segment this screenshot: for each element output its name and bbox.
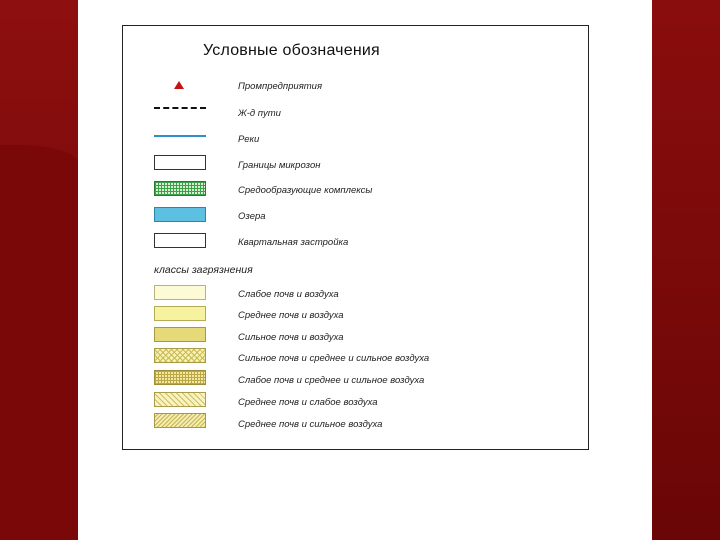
slide-right-border: [652, 0, 720, 540]
block-buildings-swatch: [154, 233, 206, 248]
pollution-class-label-7: Среднее почв и сильное воздуха: [238, 419, 383, 430]
pollution-class-swatch-6: [154, 392, 206, 407]
pollution-class-label-3: Сильное почв и воздуха: [238, 332, 344, 343]
legend-label-railway: Ж-д пути: [238, 108, 281, 119]
lake-swatch: [154, 207, 206, 222]
pollution-class-swatch-3: [154, 327, 206, 342]
slide-left-border-sweep: [0, 145, 78, 540]
pollution-class-label-6: Среднее почв и слабое воздуха: [238, 397, 378, 408]
pollution-class-swatch-7: [154, 413, 206, 428]
pollution-class-label-4: Сильное почв и среднее и сильное воздуха: [238, 353, 430, 364]
river-line-icon: [154, 135, 206, 137]
legend-label-microzones: Границы микрозон: [238, 160, 321, 171]
pollution-class-label-1: Слабое почв и воздуха: [238, 289, 339, 300]
industry-triangle-icon: [174, 81, 184, 89]
slide-left-border: [0, 0, 78, 540]
greenery-complex-swatch: [154, 181, 206, 196]
legend-label-greenery: Средообразующие комплексы: [238, 185, 373, 196]
pollution-class-label-5: Слабое почв и среднее и сильное воздуха: [238, 375, 425, 386]
legend-label-industry: Промпредприятия: [238, 81, 323, 92]
pollution-class-swatch-5: [154, 370, 206, 385]
legend-label-lakes: Озера: [238, 211, 266, 222]
microzone-border-swatch: [154, 155, 206, 170]
pollution-class-label-2: Среднее почв и воздуха: [238, 310, 344, 321]
legend-label-rivers: Реки: [238, 134, 260, 145]
pollution-class-swatch-2: [154, 306, 206, 321]
railway-dashed-line-icon: [154, 107, 206, 109]
legend-title: Условные обозначения: [203, 42, 380, 59]
pollution-classes-title: классы загрязнения: [154, 264, 253, 276]
pollution-class-swatch-1: [154, 285, 206, 300]
legend-label-buildings: Квартальная застройка: [238, 237, 349, 248]
pollution-class-swatch-4: [154, 348, 206, 363]
